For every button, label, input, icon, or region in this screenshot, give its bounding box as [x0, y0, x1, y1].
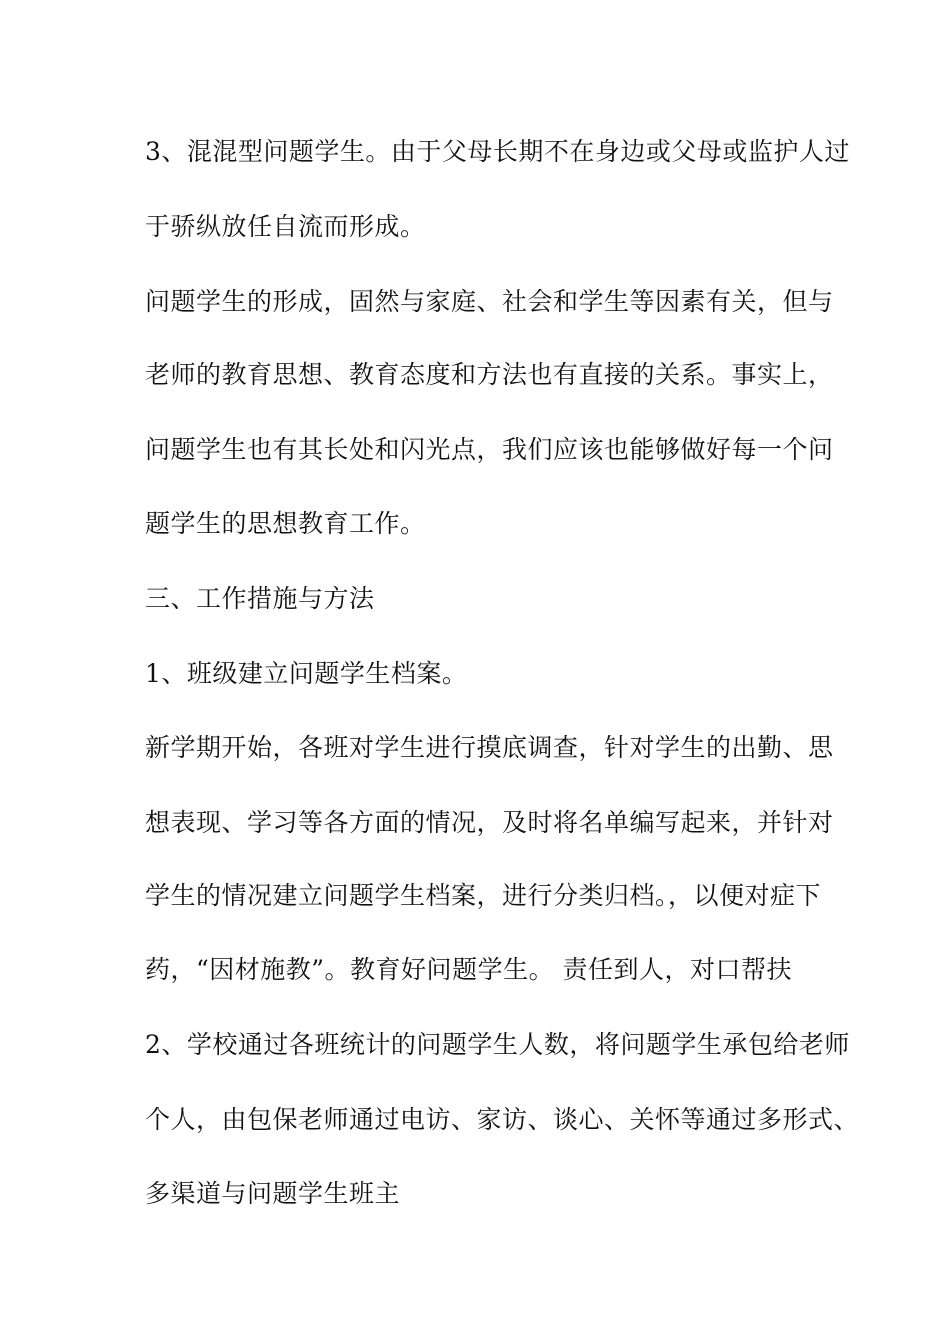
text-line: 老师的教育思想、教育态度和方法也有直接的关系。事实上，: [145, 360, 834, 389]
text-line: 多渠道与问题学生班主: [145, 1179, 401, 1208]
text-line: 问题学生也有其长处和闪光点，我们应该也能够做好每一个问: [145, 435, 834, 464]
text-line: 新学期开始，各班对学生进行摸底调查，针对学生的出勤、思: [145, 733, 834, 762]
text-line: 于骄纵放任自流而形成。: [145, 212, 426, 241]
text-line: 2、学校通过各班统计的问题学生人数，将问题学生承包给老师: [145, 1030, 850, 1059]
section-heading: 三、工作措施与方法: [145, 584, 375, 613]
text-line: 个人，由包保老师通过电访、家访、谈心、关怀等通过多形式、: [145, 1105, 860, 1134]
text-line: 3、混混型问题学生。由于父母长期不在身边或父母或监护人过: [145, 137, 850, 166]
text-line: 学生的情况建立问题学生档案，进行分类归档。，以便对症下: [145, 881, 822, 910]
text-line: 题学生的思想教育工作。: [145, 509, 426, 538]
text-line: 问题学生的形成，固然与家庭、社会和学生等因素有关，但与: [145, 287, 834, 316]
subsection-heading: 1、班级建立问题学生档案。: [145, 659, 468, 688]
text-line: 想表现、学习等各方面的情况，及时将名单编写起来，并针对: [145, 808, 834, 837]
text-line: 药，“因材施教”。教育好问题学生。 责任到人，对口帮扶: [145, 955, 793, 984]
